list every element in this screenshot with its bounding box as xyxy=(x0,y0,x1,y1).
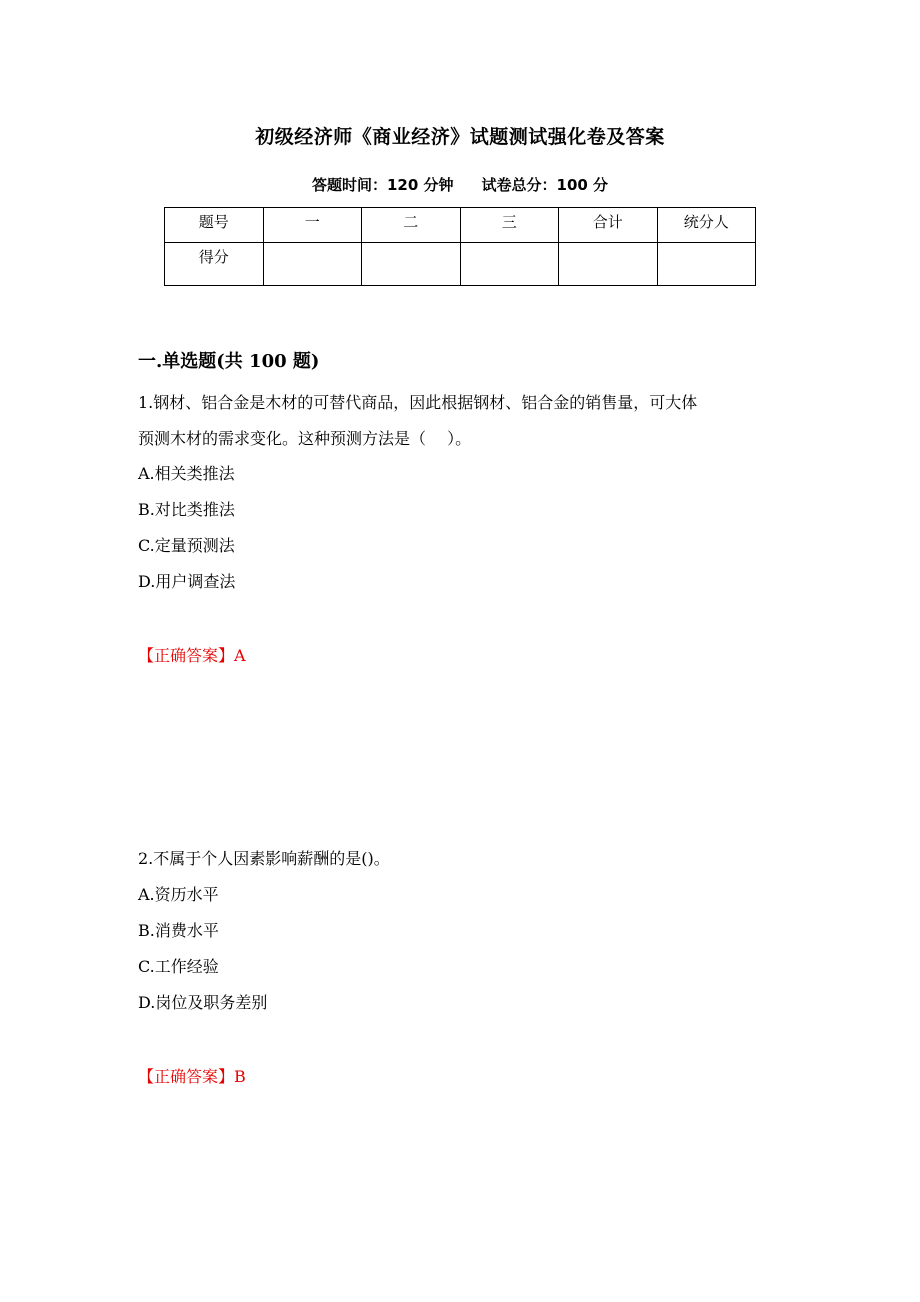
question-1-option-b: B.对比类推法 xyxy=(138,500,235,519)
score-table-header-row xyxy=(165,208,756,243)
score-table-header: 三 xyxy=(460,208,559,243)
question-1-stem-line-2: 预测木材的需求变化。这种预测方法是（ ）。 xyxy=(138,429,472,448)
question-2-option-a: A.资历水平 xyxy=(138,885,219,904)
section-heading: 一.单选题(共 100 题) xyxy=(138,351,320,372)
score-cell xyxy=(657,243,756,286)
document-title: 初级经济师《商业经济》试题测试强化卷及答案 xyxy=(255,126,665,148)
exam-info xyxy=(0,174,920,195)
question-1-option-d: D.用户调查法 xyxy=(138,572,236,591)
score-table-header: 二 xyxy=(362,208,461,243)
score-cell xyxy=(460,243,559,286)
score-cell xyxy=(559,243,658,286)
question-1-option-a: A.相关类推法 xyxy=(138,464,235,483)
question-2-option-c: C.工作经验 xyxy=(138,957,219,976)
question-1-option-c: C.定量预测法 xyxy=(138,536,235,555)
question-1-stem-line-1: 1.钢材、铝合金是木材的可替代商品，因此根据钢材、铝合金的销售量，可大体 xyxy=(138,393,698,412)
score-cell xyxy=(263,243,362,286)
score-table xyxy=(164,207,756,286)
score-cell xyxy=(362,243,461,286)
score-table-header: 题号 xyxy=(165,208,264,243)
score-table-header: 统分人 xyxy=(657,208,756,243)
question-1-answer: 【正确答案】A xyxy=(138,646,246,665)
exam-total-score: 试卷总分：100 分 xyxy=(481,176,609,194)
score-row-label: 得分 xyxy=(165,243,264,286)
question-2-stem: 2.不属于个人因素影响薪酬的是()。 xyxy=(138,849,390,868)
question-2-answer: 【正确答案】B xyxy=(138,1067,246,1086)
score-table-header: 一 xyxy=(263,208,362,243)
score-table-score-row xyxy=(165,243,756,286)
question-2-option-b: B.消费水平 xyxy=(138,921,219,940)
score-table-header: 合计 xyxy=(559,208,658,243)
exam-time: 答题时间：120 分钟 xyxy=(311,176,454,194)
question-2-option-d: D.岗位及职务差别 xyxy=(138,993,268,1012)
